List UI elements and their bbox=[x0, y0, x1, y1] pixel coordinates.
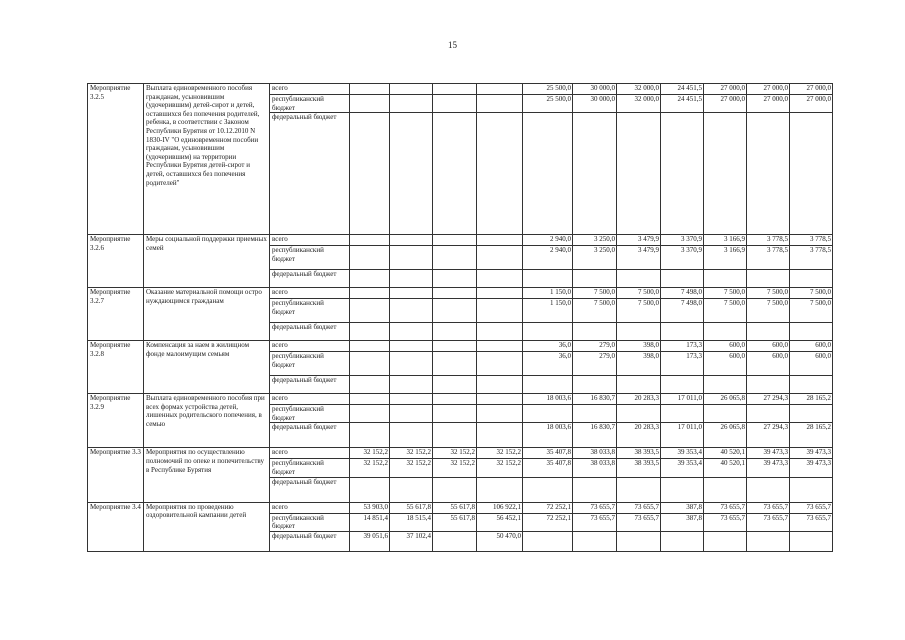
funding-source: федеральный бюджет bbox=[270, 270, 350, 288]
amount-cell bbox=[747, 405, 790, 423]
amount-cell: 39 473,3 bbox=[747, 448, 790, 459]
amount-cell bbox=[433, 288, 477, 299]
amount-cell bbox=[704, 323, 747, 341]
amount-cell: 25 500,0 bbox=[523, 84, 573, 95]
amount-cell: 7 500,0 bbox=[704, 299, 747, 323]
amount-cell bbox=[433, 423, 477, 448]
amount-cell: 20 283,3 bbox=[617, 423, 661, 448]
amount-cell: 7 500,0 bbox=[617, 288, 661, 299]
funding-source: федеральный бюджет bbox=[270, 323, 350, 341]
amount-cell bbox=[704, 270, 747, 288]
amount-cell bbox=[661, 477, 704, 502]
amount-cell: 600,0 bbox=[704, 341, 747, 352]
amount-cell bbox=[523, 270, 573, 288]
amount-cell bbox=[747, 113, 790, 235]
amount-cell: 27 000,0 bbox=[747, 84, 790, 95]
funding-source: республиканский бюджет bbox=[270, 352, 350, 376]
amount-cell bbox=[477, 113, 523, 235]
amount-cell: 7 500,0 bbox=[747, 288, 790, 299]
amount-cell: 32 152,2 bbox=[390, 459, 433, 477]
amount-cell: 398,0 bbox=[617, 352, 661, 376]
amount-cell: 26 065,8 bbox=[704, 394, 747, 405]
amount-cell bbox=[477, 341, 523, 352]
amount-cell bbox=[573, 531, 617, 551]
amount-cell: 173,3 bbox=[661, 341, 704, 352]
amount-cell bbox=[573, 113, 617, 235]
amount-cell: 27 294,3 bbox=[747, 423, 790, 448]
amount-cell: 14 851,4 bbox=[350, 513, 390, 531]
amount-cell bbox=[350, 376, 390, 394]
amount-cell: 73 655,7 bbox=[747, 502, 790, 513]
amount-cell: 2 940,0 bbox=[523, 246, 573, 270]
amount-cell bbox=[477, 352, 523, 376]
amount-cell bbox=[617, 376, 661, 394]
amount-cell bbox=[390, 288, 433, 299]
amount-cell: 73 655,7 bbox=[704, 502, 747, 513]
amount-cell bbox=[477, 235, 523, 246]
amount-cell: 7 498,0 bbox=[661, 288, 704, 299]
amount-cell: 32 152,2 bbox=[350, 448, 390, 459]
amount-cell bbox=[617, 113, 661, 235]
amount-cell bbox=[704, 376, 747, 394]
funding-source: всего bbox=[270, 84, 350, 95]
amount-cell: 55 617,8 bbox=[390, 502, 433, 513]
amount-cell bbox=[350, 341, 390, 352]
amount-cell bbox=[390, 84, 433, 95]
amount-cell bbox=[523, 531, 573, 551]
amount-cell bbox=[477, 288, 523, 299]
amount-cell: 37 102,4 bbox=[390, 531, 433, 551]
amount-cell: 3 778,5 bbox=[747, 246, 790, 270]
funding-source: республиканский бюджет bbox=[270, 513, 350, 531]
amount-cell: 600,0 bbox=[704, 352, 747, 376]
amount-cell bbox=[350, 113, 390, 235]
amount-cell bbox=[433, 84, 477, 95]
funding-source: федеральный бюджет bbox=[270, 531, 350, 551]
amount-cell: 20 283,3 bbox=[617, 394, 661, 405]
amount-cell: 7 500,0 bbox=[790, 299, 833, 323]
amount-cell: 7 500,0 bbox=[573, 288, 617, 299]
amount-cell bbox=[573, 477, 617, 502]
amount-cell: 73 655,7 bbox=[573, 502, 617, 513]
amount-cell bbox=[477, 246, 523, 270]
amount-cell: 279,0 bbox=[573, 352, 617, 376]
amount-cell bbox=[433, 341, 477, 352]
amount-cell: 18 515,4 bbox=[390, 513, 433, 531]
amount-cell: 27 000,0 bbox=[790, 84, 833, 95]
amount-cell bbox=[350, 288, 390, 299]
amount-cell: 36,0 bbox=[523, 341, 573, 352]
amount-cell bbox=[390, 323, 433, 341]
amount-cell: 73 655,7 bbox=[573, 513, 617, 531]
amount-cell: 32 152,2 bbox=[477, 459, 523, 477]
amount-cell: 35 407,8 bbox=[523, 459, 573, 477]
amount-cell: 72 252,1 bbox=[523, 502, 573, 513]
amount-cell bbox=[661, 531, 704, 551]
amount-cell: 40 520,1 bbox=[704, 459, 747, 477]
amount-cell bbox=[350, 246, 390, 270]
funding-source: федеральный бюджет bbox=[270, 423, 350, 448]
funding-source: республиканский бюджет bbox=[270, 405, 350, 423]
amount-cell bbox=[477, 405, 523, 423]
amount-cell bbox=[790, 376, 833, 394]
measure-name: Меры социальной поддержки приемных семей bbox=[144, 235, 270, 288]
amount-cell: 387,8 bbox=[661, 513, 704, 531]
amount-cell: 18 003,6 bbox=[523, 394, 573, 405]
measure-code: Мероприятие 3.2.8 bbox=[88, 341, 144, 394]
amount-cell bbox=[704, 477, 747, 502]
amount-cell: 39 353,4 bbox=[661, 448, 704, 459]
amount-cell: 26 065,8 bbox=[704, 423, 747, 448]
amount-cell: 18 003,6 bbox=[523, 423, 573, 448]
amount-cell: 39 473,3 bbox=[747, 459, 790, 477]
amount-cell bbox=[704, 405, 747, 423]
amount-cell: 32 152,2 bbox=[477, 448, 523, 459]
amount-cell bbox=[661, 405, 704, 423]
amount-cell bbox=[661, 323, 704, 341]
amount-cell bbox=[523, 113, 573, 235]
page-number: 15 bbox=[448, 40, 457, 50]
amount-cell: 38 393,5 bbox=[617, 459, 661, 477]
amount-cell: 73 655,7 bbox=[790, 513, 833, 531]
amount-cell: 55 617,8 bbox=[433, 513, 477, 531]
amount-cell: 55 617,8 bbox=[433, 502, 477, 513]
funding-source: федеральный бюджет bbox=[270, 113, 350, 235]
measure-code: Мероприятие 3.4 bbox=[88, 502, 144, 551]
amount-cell: 35 407,8 bbox=[523, 448, 573, 459]
amount-cell: 3 479,9 bbox=[617, 246, 661, 270]
amount-cell: 3 250,0 bbox=[573, 246, 617, 270]
amount-cell: 3 778,5 bbox=[790, 235, 833, 246]
table-row bbox=[88, 84, 833, 95]
amount-cell bbox=[617, 270, 661, 288]
funding-source: республиканский бюджет bbox=[270, 459, 350, 477]
amount-cell: 38 393,5 bbox=[617, 448, 661, 459]
amount-cell: 1 150,0 bbox=[523, 299, 573, 323]
measure-name: Выплата единовременного пособия при всех формах устройства детей, лишенных родительского попечения, в семью bbox=[144, 394, 270, 448]
amount-cell bbox=[477, 270, 523, 288]
amount-cell bbox=[704, 113, 747, 235]
amount-cell: 53 903,0 bbox=[350, 502, 390, 513]
amount-cell bbox=[433, 394, 477, 405]
amount-cell: 73 655,7 bbox=[617, 513, 661, 531]
amount-cell bbox=[477, 423, 523, 448]
amount-cell bbox=[661, 270, 704, 288]
amount-cell bbox=[790, 405, 833, 423]
amount-cell: 1 150,0 bbox=[523, 288, 573, 299]
amount-cell bbox=[390, 477, 433, 502]
amount-cell: 7 498,0 bbox=[661, 299, 704, 323]
amount-cell: 398,0 bbox=[617, 341, 661, 352]
amount-cell: 3 778,5 bbox=[747, 235, 790, 246]
amount-cell: 27 000,0 bbox=[704, 95, 747, 113]
amount-cell bbox=[523, 323, 573, 341]
funding-source: всего bbox=[270, 235, 350, 246]
amount-cell: 17 011,0 bbox=[661, 423, 704, 448]
amount-cell: 30 000,0 bbox=[573, 95, 617, 113]
table-row bbox=[88, 394, 833, 405]
amount-cell: 38 033,8 bbox=[573, 459, 617, 477]
table-row bbox=[88, 235, 833, 246]
amount-cell bbox=[790, 113, 833, 235]
budget-table bbox=[87, 83, 833, 552]
amount-cell bbox=[433, 299, 477, 323]
amount-cell: 600,0 bbox=[747, 352, 790, 376]
table-body bbox=[88, 84, 833, 552]
amount-cell: 32 000,0 bbox=[617, 84, 661, 95]
amount-cell bbox=[573, 323, 617, 341]
amount-cell bbox=[477, 299, 523, 323]
amount-cell bbox=[433, 95, 477, 113]
amount-cell: 7 500,0 bbox=[704, 288, 747, 299]
amount-cell: 3 166,9 bbox=[704, 246, 747, 270]
amount-cell bbox=[790, 531, 833, 551]
amount-cell: 24 451,5 bbox=[661, 95, 704, 113]
amount-cell bbox=[390, 246, 433, 270]
table-row bbox=[88, 288, 833, 299]
amount-cell bbox=[747, 531, 790, 551]
amount-cell bbox=[350, 352, 390, 376]
amount-cell: 73 655,7 bbox=[747, 513, 790, 531]
amount-cell: 387,8 bbox=[661, 502, 704, 513]
amount-cell: 50 470,0 bbox=[477, 531, 523, 551]
funding-source: республиканский бюджет bbox=[270, 246, 350, 270]
amount-cell bbox=[390, 95, 433, 113]
amount-cell bbox=[661, 113, 704, 235]
amount-cell: 7 500,0 bbox=[617, 299, 661, 323]
amount-cell bbox=[390, 299, 433, 323]
amount-cell: 73 655,7 bbox=[704, 513, 747, 531]
amount-cell: 56 452,1 bbox=[477, 513, 523, 531]
funding-source: республиканский бюджет bbox=[270, 95, 350, 113]
table-row bbox=[88, 502, 833, 513]
amount-cell bbox=[390, 235, 433, 246]
amount-cell bbox=[390, 113, 433, 235]
amount-cell: 40 520,1 bbox=[704, 448, 747, 459]
measure-name: Мероприятия по проведению оздоровительной кампании детей bbox=[144, 502, 270, 551]
amount-cell bbox=[390, 341, 433, 352]
amount-cell bbox=[350, 84, 390, 95]
amount-cell: 3 166,9 bbox=[704, 235, 747, 246]
amount-cell bbox=[747, 477, 790, 502]
amount-cell: 32 152,2 bbox=[390, 448, 433, 459]
amount-cell bbox=[523, 376, 573, 394]
amount-cell: 27 000,0 bbox=[704, 84, 747, 95]
funding-source: всего bbox=[270, 502, 350, 513]
amount-cell bbox=[790, 477, 833, 502]
amount-cell bbox=[433, 270, 477, 288]
amount-cell: 27 000,0 bbox=[747, 95, 790, 113]
table-row bbox=[88, 341, 833, 352]
amount-cell bbox=[477, 394, 523, 405]
amount-cell: 73 655,7 bbox=[790, 502, 833, 513]
amount-cell bbox=[617, 477, 661, 502]
funding-source: федеральный бюджет bbox=[270, 376, 350, 394]
amount-cell bbox=[350, 394, 390, 405]
amount-cell: 27 294,3 bbox=[747, 394, 790, 405]
amount-cell bbox=[350, 423, 390, 448]
amount-cell bbox=[390, 376, 433, 394]
amount-cell: 3 250,0 bbox=[573, 235, 617, 246]
amount-cell bbox=[523, 477, 573, 502]
amount-cell bbox=[350, 95, 390, 113]
amount-cell bbox=[350, 270, 390, 288]
amount-cell bbox=[390, 352, 433, 376]
amount-cell: 30 000,0 bbox=[573, 84, 617, 95]
funding-source: всего bbox=[270, 394, 350, 405]
amount-cell bbox=[747, 270, 790, 288]
amount-cell bbox=[477, 477, 523, 502]
amount-cell: 600,0 bbox=[790, 341, 833, 352]
measure-name: Компенсация за наем в жилищном фонде малоимущим семьям bbox=[144, 341, 270, 394]
amount-cell: 25 500,0 bbox=[523, 95, 573, 113]
amount-cell: 27 000,0 bbox=[790, 95, 833, 113]
amount-cell bbox=[390, 394, 433, 405]
amount-cell bbox=[747, 323, 790, 341]
amount-cell: 39 473,3 bbox=[790, 448, 833, 459]
amount-cell bbox=[477, 323, 523, 341]
amount-cell bbox=[477, 95, 523, 113]
amount-cell bbox=[617, 531, 661, 551]
amount-cell bbox=[661, 376, 704, 394]
amount-cell: 106 922,1 bbox=[477, 502, 523, 513]
amount-cell: 24 451,5 bbox=[661, 84, 704, 95]
amount-cell: 7 500,0 bbox=[747, 299, 790, 323]
amount-cell bbox=[433, 246, 477, 270]
measure-code: Мероприятие 3.2.5 bbox=[88, 84, 144, 235]
amount-cell bbox=[704, 531, 747, 551]
amount-cell bbox=[390, 405, 433, 423]
amount-cell: 32 152,2 bbox=[433, 459, 477, 477]
amount-cell: 28 165,2 bbox=[790, 394, 833, 405]
amount-cell: 32 000,0 bbox=[617, 95, 661, 113]
amount-cell: 36,0 bbox=[523, 352, 573, 376]
amount-cell bbox=[433, 477, 477, 502]
amount-cell bbox=[350, 477, 390, 502]
amount-cell bbox=[790, 270, 833, 288]
amount-cell bbox=[617, 323, 661, 341]
amount-cell bbox=[523, 405, 573, 423]
amount-cell bbox=[433, 113, 477, 235]
amount-cell: 3 370,9 bbox=[661, 235, 704, 246]
amount-cell: 72 252,1 bbox=[523, 513, 573, 531]
amount-cell bbox=[790, 323, 833, 341]
measure-code: Мероприятие 3.3 bbox=[88, 448, 144, 502]
amount-cell bbox=[433, 376, 477, 394]
amount-cell bbox=[477, 84, 523, 95]
amount-cell bbox=[433, 531, 477, 551]
amount-cell: 3 479,9 bbox=[617, 235, 661, 246]
amount-cell: 3 370,9 bbox=[661, 246, 704, 270]
amount-cell bbox=[433, 323, 477, 341]
amount-cell bbox=[747, 376, 790, 394]
amount-cell bbox=[477, 376, 523, 394]
measure-name: Мероприятия по осуществлению полномочий по опеке и попечительству в Республике Бурятия bbox=[144, 448, 270, 502]
amount-cell bbox=[573, 405, 617, 423]
amount-cell: 600,0 bbox=[790, 352, 833, 376]
amount-cell bbox=[350, 299, 390, 323]
amount-cell bbox=[350, 405, 390, 423]
funding-source: республиканский бюджет bbox=[270, 299, 350, 323]
amount-cell bbox=[350, 235, 390, 246]
amount-cell: 7 500,0 bbox=[790, 288, 833, 299]
amount-cell: 32 152,2 bbox=[433, 448, 477, 459]
amount-cell: 7 500,0 bbox=[573, 299, 617, 323]
amount-cell bbox=[433, 235, 477, 246]
amount-cell: 39 051,6 bbox=[350, 531, 390, 551]
amount-cell: 600,0 bbox=[747, 341, 790, 352]
amount-cell: 39 473,3 bbox=[790, 459, 833, 477]
amount-cell: 173,3 bbox=[661, 352, 704, 376]
amount-cell bbox=[433, 352, 477, 376]
amount-cell: 32 152,2 bbox=[350, 459, 390, 477]
funding-source: всего bbox=[270, 288, 350, 299]
amount-cell: 2 940,0 bbox=[523, 235, 573, 246]
funding-source: всего bbox=[270, 341, 350, 352]
funding-source: всего bbox=[270, 448, 350, 459]
amount-cell: 16 830,7 bbox=[573, 423, 617, 448]
amount-cell: 73 655,7 bbox=[617, 502, 661, 513]
measure-name: Выплата единовременного пособия гражданам, усыновившим (удочерившим) детей-сирот и детей, оставшихся без попечения родителей, ребенка, в соответствии с Законом Республики Бурятия от 10.12.2010 N 1830-IV "О единовременном пособии гражданам, усыновившим (удочерившим) на территории Республики Бурятия детей-сирот и детей, оставшихся без попечения родителей" bbox=[144, 84, 270, 235]
funding-source: федеральный бюджет bbox=[270, 477, 350, 502]
amount-cell bbox=[350, 323, 390, 341]
amount-cell: 16 830,7 bbox=[573, 394, 617, 405]
amount-cell bbox=[390, 270, 433, 288]
amount-cell bbox=[617, 405, 661, 423]
amount-cell: 38 033,8 bbox=[573, 448, 617, 459]
amount-cell bbox=[433, 405, 477, 423]
amount-cell: 39 353,4 bbox=[661, 459, 704, 477]
amount-cell bbox=[573, 376, 617, 394]
amount-cell: 3 778,5 bbox=[790, 246, 833, 270]
table-row bbox=[88, 448, 833, 459]
amount-cell: 279,0 bbox=[573, 341, 617, 352]
amount-cell: 17 011,0 bbox=[661, 394, 704, 405]
amount-cell bbox=[390, 423, 433, 448]
measure-code: Мероприятие 3.2.9 bbox=[88, 394, 144, 448]
measure-code: Мероприятие 3.2.6 bbox=[88, 235, 144, 288]
amount-cell bbox=[573, 270, 617, 288]
amount-cell: 28 165,2 bbox=[790, 423, 833, 448]
measure-code: Мероприятие 3.2.7 bbox=[88, 288, 144, 341]
measure-name: Оказание материальной помощи остро нуждающимся гражданам bbox=[144, 288, 270, 341]
